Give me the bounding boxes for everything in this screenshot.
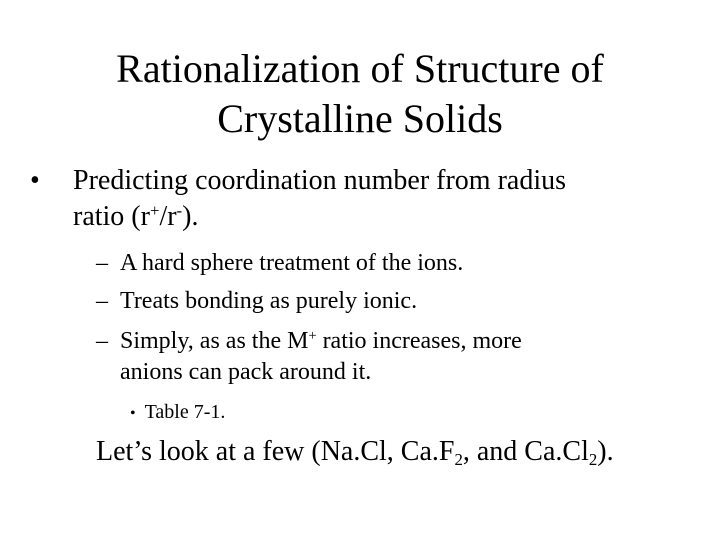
bullet-icon: • [30,165,40,196]
main-bullet-line-2b: /r [159,201,177,232]
sub-bullet-3-line-2: anions can pack around it. [120,359,372,385]
closing-line [96,434,614,470]
closing-text-b: , and Ca.Cl [462,436,589,467]
bullet-icon: • [130,405,136,422]
main-bullet [30,163,690,235]
title-line-2: Crystalline Solids [217,96,503,141]
subscript-2: 2 [588,450,598,470]
sub-sub-bullet-1-text: Table 7-1. [144,401,226,423]
dash-icon: – [96,328,108,354]
main-bullet-line-1: Predicting coordination number from radius [73,165,566,196]
sub-bullet-3 [96,326,696,388]
dash-icon: – [96,288,108,314]
sub-bullet-3-text [120,326,696,388]
sub-bullet-2-text: Treats bonding as purely ionic. [120,288,418,314]
superscript-plus: + [308,328,317,345]
superscript-minus: - [176,200,183,220]
sub-bullet-1-text: A hard sphere treatment of the ions. [120,250,464,276]
sub-bullet-2 [96,286,696,317]
dash-icon: – [96,250,108,276]
main-bullet-text [73,163,690,235]
main-bullet-line-2a: ratio (r [73,201,150,232]
sub-bullet-3-line-1b: ratio increases, more [316,328,522,354]
title-line-1: Rationalization of Structure of [116,46,604,91]
sub-bullet-1 [96,248,696,279]
subscript-2: 2 [454,450,463,470]
slide-title [0,44,720,144]
superscript-plus: + [149,200,160,220]
main-bullet-line-2c: ). [182,201,199,232]
sub-sub-bullet-1 [130,399,225,427]
closing-text-c: ). [597,436,614,467]
sub-bullet-3-line-1a: Simply, as as the M [120,328,309,354]
closing-text-a: Let’s look at a few (Na.Cl, Ca.F [96,436,455,467]
